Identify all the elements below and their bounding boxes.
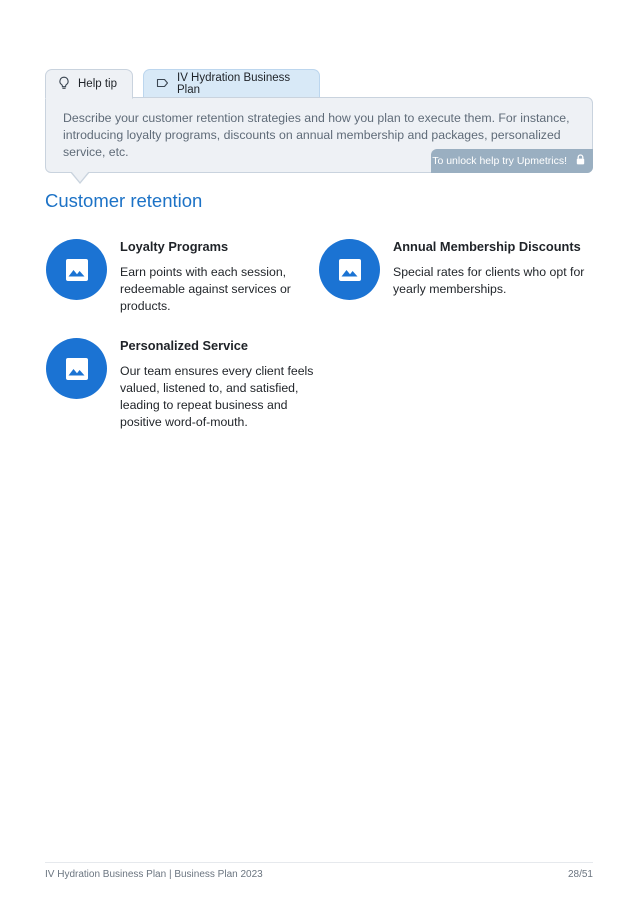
tab-business-plan[interactable] [143, 69, 320, 98]
tab-help-tip[interactable] [45, 69, 133, 99]
unlock-help-label: To unlock help try Upmetrics! [432, 155, 567, 167]
help-tip-box [45, 97, 593, 173]
feature-description: Our team ensures every client feels valued, listened to, and satisfied, leading to repeat business and positive word-of-mouth. [120, 364, 314, 429]
image-icon [46, 338, 107, 399]
tab-help-tip-label: Help tip [78, 78, 117, 90]
feature-description: Special rates for clients who opt for yearly memberships. [393, 265, 585, 296]
footer-document-title: IV Hydration Business Plan | Business Plan 2023 [45, 869, 263, 880]
tab-business-plan-label: IV Hydration Business Plan [177, 72, 291, 96]
feature-title: Personalized Service [120, 338, 249, 353]
footer-page-number: 28/51 [567, 869, 593, 880]
image-icon [46, 239, 107, 300]
lock-icon [576, 154, 585, 168]
tip-tabs [45, 69, 320, 99]
help-tip-pointer [70, 172, 90, 184]
tag-icon [156, 78, 169, 91]
unlock-help-button[interactable] [431, 149, 593, 173]
section-title: Customer retention [45, 190, 203, 211]
help-tip-text: Describe your customer retention strategies and how you plan to execute them. For instance, introducing loyalty programs, discounts on annual membership and packages, personalized service, etc. [63, 111, 570, 159]
feature-title: Annual Membership Discounts [393, 239, 581, 254]
footer-divider [45, 862, 593, 863]
feature-title: Loyalty Programs [120, 239, 229, 254]
feature-description: Earn points with each session, redeemable against services or products. [120, 265, 291, 313]
image-icon [319, 239, 380, 300]
lightbulb-icon [58, 76, 70, 93]
